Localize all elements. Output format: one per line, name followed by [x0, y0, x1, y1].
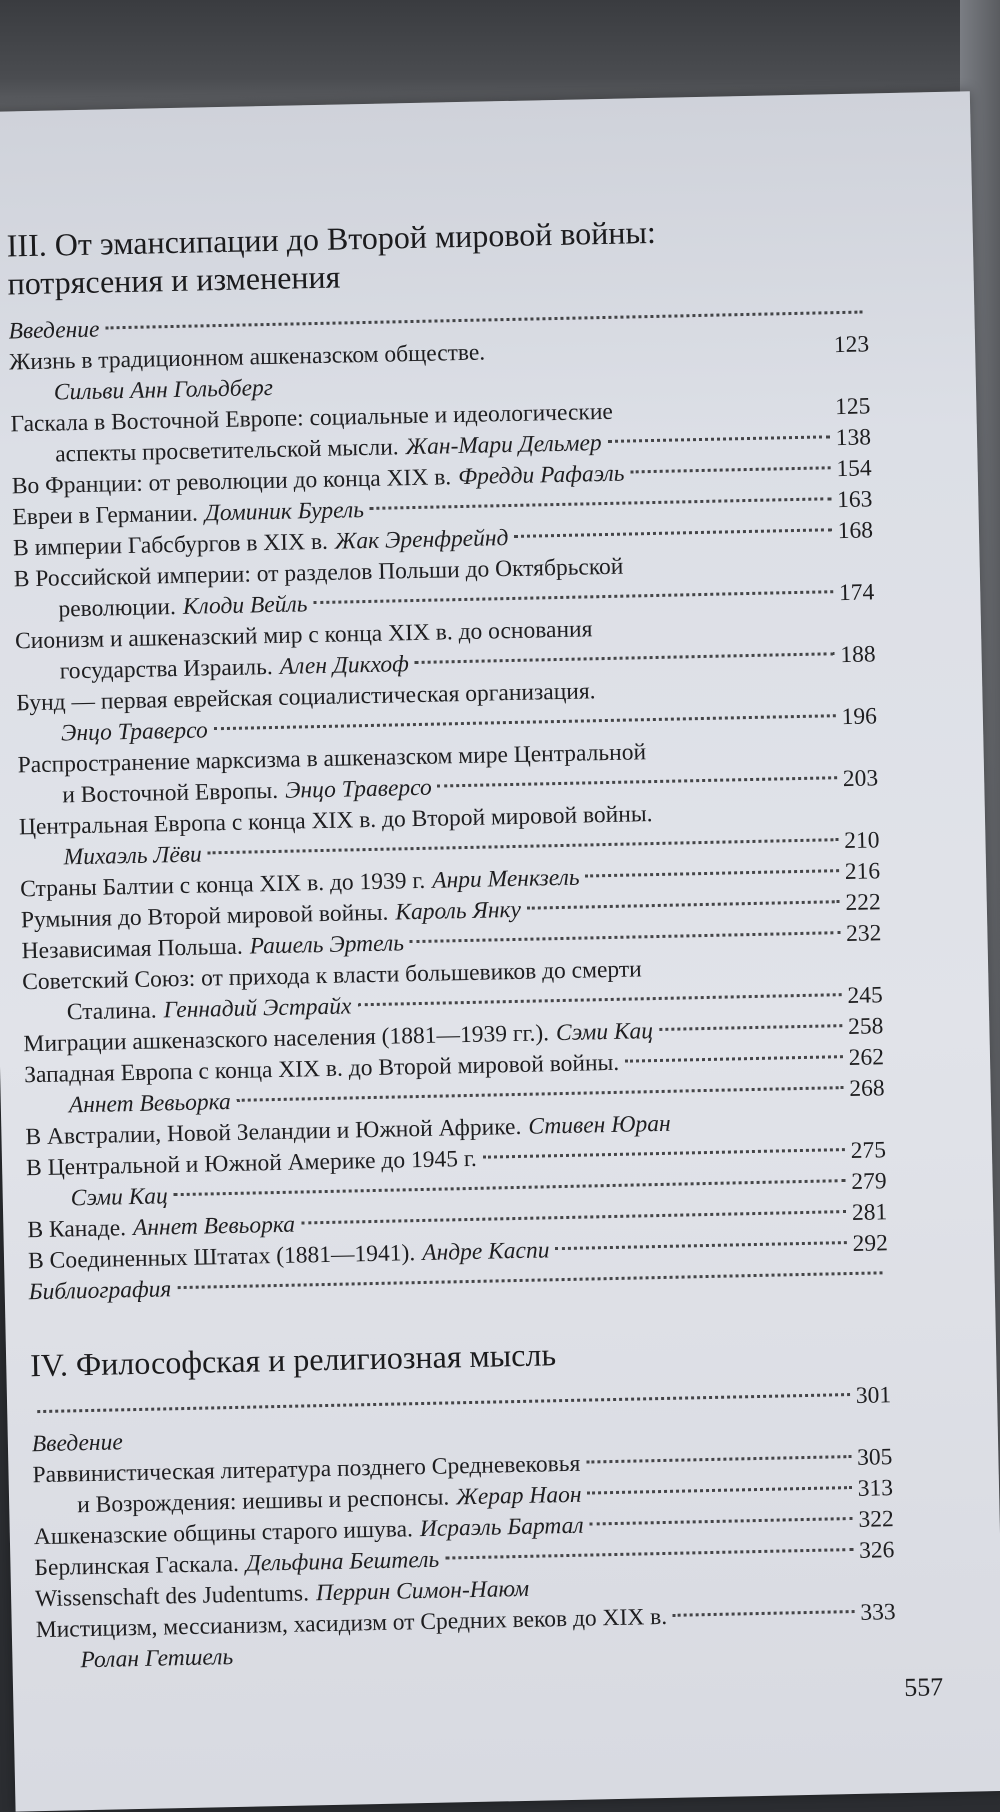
toc-entry-page: 268 [849, 1075, 885, 1103]
toc-entry-page: 301 [855, 1382, 892, 1409]
toc-entry-title: Во Франции: от революции до конца XIX в. [11, 464, 452, 500]
section-4-title-line1: IV. Философская и религиозная мысль [29, 1336, 557, 1384]
toc-entry-page: 322 [858, 1506, 894, 1533]
toc-entry-page: 154 [836, 455, 872, 483]
toc-entry-author: Исраэль Бартал [419, 1512, 584, 1543]
spacer [671, 1126, 886, 1130]
dot-leader [445, 1548, 853, 1560]
toc-entry-page: 203 [842, 765, 879, 793]
spacer [485, 352, 834, 359]
toc-entry-title: Центральная Европа с конца XIX в. до Второй мировой войны. [18, 801, 653, 841]
toc-entry-author: Сильви Анн Гольдберг [53, 374, 274, 406]
toc-entry-title: В империи Габсбургов в XIX в. [12, 528, 329, 562]
toc-entry-page: 125 [834, 393, 871, 421]
dot-leader [105, 311, 862, 330]
toc-entry-page: 222 [845, 889, 882, 917]
dot-leader [410, 931, 840, 943]
toc-entry-title: Wissenschaft des Judentums. [34, 1580, 310, 1613]
toc-entry-title: В Российской империи: от разделов Польши до Октябрьской [13, 553, 624, 593]
toc-entry-author: Дельфина Бештель [245, 1546, 440, 1577]
toc-entry-page: 279 [851, 1168, 887, 1195]
toc-entry-title: Берлинская Гаскала. [34, 1550, 240, 1582]
toc-entry-page: 232 [845, 920, 882, 948]
spacer [529, 1588, 895, 1596]
dot-leader [555, 1241, 846, 1250]
dot-leader [208, 838, 839, 854]
dot-leader [625, 1055, 843, 1063]
dot-leader [177, 1271, 882, 1289]
dot-leader [514, 528, 831, 538]
spacer [653, 816, 879, 821]
toc-entry-author: Сэми Кац [555, 1018, 654, 1047]
toc-entry-page: 174 [838, 579, 875, 607]
spacer [642, 971, 882, 976]
section-4-toc [31, 1380, 897, 1677]
toc-entry-author: Кароль Янку [395, 896, 522, 926]
toc-entry-title: аспекты просветительской мысли. [54, 434, 399, 468]
toc-entry-title: Библиография [28, 1276, 172, 1306]
toc-entry-title: Румыния до Второй мировой войны. [20, 899, 389, 934]
spacer [593, 630, 876, 636]
toc-entry-title: Сталина. [66, 997, 157, 1026]
toc-entry-page: 210 [843, 827, 880, 855]
toc-entry-page: 281 [851, 1199, 888, 1226]
toc-entry-title: В Соединенных Штатах (1881—1941). [27, 1240, 416, 1275]
toc-entry-title: Мистицизм, мессианизм, хасидизм от Средних веков до XIX в. [35, 1603, 668, 1644]
toc-entry-page: 333 [860, 1599, 896, 1626]
toc-entry-author: Аннет Вевьорка [68, 1088, 232, 1119]
toc-entry-title: Миграции ашкеназского населения (1881—1939 гг.). [23, 1020, 550, 1058]
toc-entry-title: Бунд — первая еврейская социалистическая организация. [16, 678, 596, 717]
toc-entry-page: 245 [847, 982, 883, 1010]
toc-entry-author: Доминик Бурель [204, 497, 365, 527]
dot-leader [630, 466, 830, 473]
book-page [0, 91, 1000, 1811]
dot-leader [214, 714, 836, 730]
toc-entry-title: В Канаде. [27, 1215, 127, 1244]
toc-entry-page: 313 [857, 1475, 894, 1502]
toc-entry-title: Введение [8, 316, 100, 345]
toc-entry-page: 262 [848, 1044, 885, 1072]
spacer [613, 414, 835, 419]
toc-entry-title: Евреи в Германии. [12, 500, 199, 531]
toc-entry-page: 258 [847, 1013, 884, 1041]
dot-leader [608, 435, 830, 443]
toc-entry-title: Независимая Польша. [21, 933, 243, 965]
toc-entry-author: Сэми Кац [70, 1183, 169, 1212]
section-3-toc [8, 298, 889, 1308]
toc-entry-author: Клоди Вейль [182, 591, 308, 620]
dot-leader [37, 1393, 850, 1413]
dot-leader [527, 900, 840, 910]
toc-entry-author: Геннадий Эстрайх [163, 993, 352, 1024]
spacer [233, 1650, 896, 1664]
dot-leader [659, 1024, 842, 1031]
toc-entry-author: Жан-Мари Дельмер [405, 430, 602, 461]
toc-entry-author: Рашель Эртель [249, 930, 405, 960]
dot-leader [301, 1210, 846, 1224]
toc-entry-title: Распространение марксизма в ашкеназском мире Центральной [17, 739, 647, 779]
toc-entry-page: 216 [844, 858, 881, 886]
toc-entry-title: Западная Европа с конца XIX в. до Второй мировой войны. [23, 1049, 620, 1089]
spacer [596, 692, 877, 698]
toc-entry-title: государства Израиль. [59, 653, 274, 685]
toc-entry-title: Гаскала в Восточной Европе: социальные и идеологические [10, 398, 614, 438]
toc-entry-page: 188 [840, 641, 876, 669]
toc-content [6, 208, 896, 1677]
toc-entry-title: Страны Балтии с конца XIX в. до 1939 г. [20, 867, 426, 903]
toc-entry-title: и Восточной Европы. [62, 777, 279, 809]
dot-leader [590, 1517, 853, 1526]
dot-leader [237, 1086, 844, 1102]
dot-leader [586, 869, 839, 877]
dot-leader [174, 1179, 846, 1196]
dot-leader [587, 1486, 851, 1495]
toc-entry-author: Стивен Юран [528, 1110, 671, 1140]
toc-entry-author: Ролан Гетшель [80, 1644, 234, 1674]
toc-entry-author: Андре Каспи [421, 1237, 550, 1266]
toc-entry-title: Раввинистическая литература позднего Средневековья [32, 1450, 581, 1489]
dot-leader [415, 652, 835, 664]
toc-entry-title: В Центральной и Южной Америке до 1945 г. [25, 1145, 477, 1182]
section-3-title-line1: III. От эмансипации до Второй мировой войны: [6, 213, 657, 264]
toc-entry-page: 138 [835, 424, 872, 452]
section-4-title [30, 1328, 891, 1384]
page-number: 557 [903, 1672, 944, 1702]
toc-entry-page: 275 [850, 1137, 887, 1164]
toc-entry-author: Михаэль Лёви [63, 841, 202, 871]
spacer [624, 568, 874, 573]
toc-entry-author: Ален Дикхоф [279, 651, 410, 680]
toc-entry-author: Аннет Вевьорка [132, 1211, 296, 1242]
dot-leader [483, 1148, 845, 1159]
toc-entry-author: Перрин Симон-Наюм [315, 1575, 530, 1607]
dot-leader [313, 590, 833, 604]
section-3-title-line2: потрясения и изменения [7, 258, 341, 302]
toc-entry-page: 123 [833, 331, 870, 359]
toc-entry-page: 292 [852, 1230, 889, 1257]
toc-entry-page: 326 [858, 1537, 895, 1564]
toc-entry-author: Анри Менкзель [431, 864, 580, 894]
toc-entry-page: 168 [837, 517, 874, 545]
toc-entry-page: 196 [841, 703, 878, 731]
toc-entry-title: Советский Союз: от прихода к власти большевиков до смерти [21, 956, 642, 996]
section-3-title [6, 208, 867, 302]
dot-leader [586, 1455, 851, 1464]
dot-leader [370, 497, 831, 510]
toc-entry-author: Жак Эренфрейнд [334, 525, 509, 555]
toc-entry-author: Энцо Траверсо [60, 717, 208, 747]
toc-entry-page: 163 [836, 486, 873, 514]
toc-entry-author: Энцо Траверсо [284, 774, 432, 804]
toc-entry-title: Жизнь в традиционном ашкеназском обществе. [8, 339, 486, 376]
toc-entry-title: Ашкеназские общины старого ишува. [33, 1516, 414, 1551]
dot-leader [357, 993, 841, 1006]
toc-entry-title: и Возрождения: иешивы и респонсы. [76, 1484, 450, 1519]
dot-leader [438, 776, 837, 787]
toc-entry-title: Введение [31, 1429, 124, 1458]
spacer [646, 754, 877, 759]
dot-leader [673, 1610, 854, 1617]
toc-entry-author: Фредди Рафаэль [457, 460, 625, 491]
toc-entry-title: В Австралии, Новой Зеландии и Южной Африке. [25, 1113, 522, 1151]
toc-entry-page: 305 [856, 1444, 893, 1471]
toc-entry-title: Сионизм и ашкеназский мир с конца XIX в. до основания [14, 616, 593, 655]
toc-entry-author: Жерар Наон [456, 1481, 582, 1511]
toc-entry-title: революции. [58, 594, 177, 623]
